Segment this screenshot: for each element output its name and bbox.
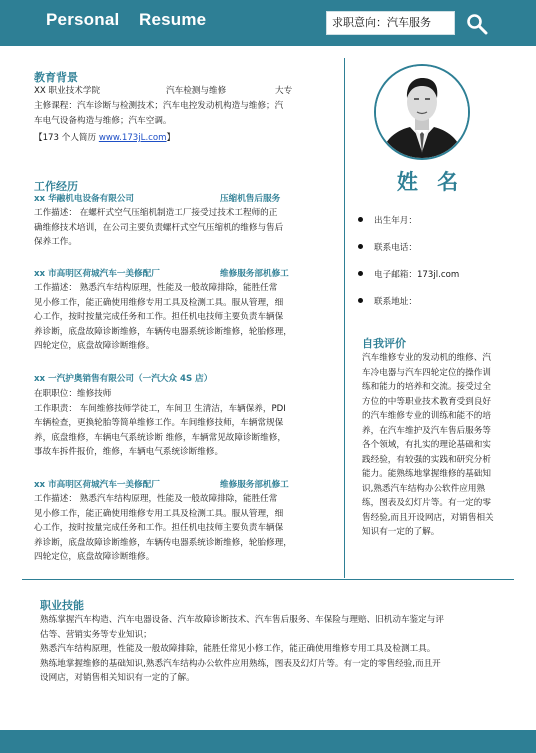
bullet-icon [358,217,363,222]
self-eval-line: 方位的中等职业技术教育受到良好 [362,396,491,407]
job-company: xx 市高明区荷城汽车一美修配厂 [34,480,160,490]
info-address [358,295,417,307]
skills-text [40,613,520,686]
job-line: 养，底盘维修，车辆电气系统诊断 维修，车辆常见故障诊断维修， [34,432,286,443]
job-line: 事故车拆件报价，维修，车辆电气系统诊断维修。 [34,447,224,457]
info-phone [358,241,417,253]
self-eval-line: 养，在汽车维护及汽车售后服务等 [362,425,491,436]
education-courses-line: 车电气设备构造与维修；汽车空调。 [34,115,172,126]
education-courses-line: 主修课程：汽车诊断与检测技术；汽车电控发动机构造与维修；汽 [34,101,284,111]
skills-line: 熟悉汽车结构原理，性能及一般故障排除，能胜任常见小修工作，能正确使用维修专用工具及检测工具。 [40,644,436,654]
avatar [374,64,470,160]
job-company: xx 华融机电设备有限公司 [34,194,135,204]
info-birthdate [358,214,417,226]
education-row [34,84,334,99]
job-line: 在职职位：维修技师 [34,389,112,399]
job-line: 工作描述： 在螺杆式空气压缩机制造工厂接受过技术工程师的正 [34,208,278,218]
bullet-icon [358,298,363,303]
job-header [34,193,280,206]
job-line: 车辆检查，更换轮胎等简单维修工作。车间维修技师，车辆常规保 [34,418,284,428]
job-line: 工作描述： 熟悉汽车结构原理，性能及一般故障排除，能胜任常 [34,283,278,293]
job-description [34,281,340,354]
education-title: 教育背景 [34,71,78,84]
self-eval-title: 自我评价 [362,337,406,350]
job-line: 养诊断，底盘故障诊断维修，车辆传电器系统诊断维修，轮胎修理， [34,537,292,548]
education-major: 汽车检测与维修 [166,86,227,96]
footer-bar [0,730,536,753]
self-eval-text [362,351,520,540]
skills-line: 熟练掌握汽车构造、汽车电器设备、汽车故障诊断技术、汽车售后服务、车保险与理赔、旧机动车鉴定与评 [40,615,444,625]
job-position: 维修服务部机修工 [220,480,289,490]
self-eval-line: 知识有一定的了解。 [362,527,440,537]
job-line: 养诊断，底盘故障诊断维修，车辆传电器系统诊断维修，轮胎修理， [34,326,292,337]
self-eval-line: 售经验,而且开设网店，对销售相关 [362,512,494,523]
job-position: 压缩机售后服务 [220,194,281,204]
self-eval-line: 各个领域，有扎实的理论基础和实 [362,440,491,450]
portrait-photo [376,66,468,158]
self-eval-line: 汽车维修专业的发动机的维修、汽 [362,353,491,363]
brand-personal: Personal [46,10,120,29]
self-eval-line: 践经验，有较强的实践和研究分析 [362,454,491,465]
search-icon[interactable] [466,13,488,35]
brand-resume: Resume [139,10,207,29]
job-description [34,492,340,565]
skills-line: 熟练地掌握维修的基础知识,熟悉汽车结构办公软件应用熟练，图表及幻灯片等。有一定的零售经验,而且开 [40,658,441,669]
profile-name: 姓 名 [396,170,465,194]
self-eval-line: 识,熟悉汽车结构办公软件应用熟 [362,483,486,494]
info-label: 联系地址： [374,297,417,307]
job-line: 工作描述： 熟悉汽车结构原理，性能及一般故障排除，能胜任常 [34,494,278,504]
self-eval-line: 的汽车维修专业的训练和能不的培 [362,411,491,421]
bullet-icon [358,244,363,249]
skills-title: 职业技能 [40,599,84,612]
info-email [358,268,459,280]
source-prefix: 【173 个人简历 [34,133,99,143]
self-eval-line: 车冷电器与汽车四轮定位的操作训 [362,367,491,378]
education-degree: 大专 [275,86,293,96]
header-bar [0,0,536,46]
self-eval-line: 练和能力的培养和交流。接受过全 [362,382,491,392]
job-line: 心工作，按时按量完成任务和工作。担任机电技师主要负责车辆保 [34,523,284,533]
source-link[interactable]: www.173jL.com [98,133,167,143]
job-description [34,206,340,250]
work-title: 工作经历 [34,180,78,193]
job-intention-field[interactable]: 求职意向：汽车服务 [326,11,455,35]
self-eval-line: 能力。能熟练地掌握维修的基础知 [362,469,491,479]
column-divider [344,58,345,578]
info-label: 出生年月： [374,216,417,226]
section-divider [22,579,514,580]
bullet-icon [358,271,363,276]
job-line: 见小修工作，能正确使用维修专用工具及检测工具。服从管理，细 [34,508,284,519]
job-company: xx 一汽护奥销售有限公司（一汽大众 4S 店） [34,374,213,384]
job-line: 四轮定位，底盘故障诊断维修。 [34,341,155,351]
self-eval-line: 练，图表及幻灯片等。有一定的零 [362,498,491,508]
source-note [34,131,175,146]
job-description [34,387,340,460]
job-line: 工作职责： 车间维修技师学徒工，车间卫 生清洁，车辆保养，PDI [34,403,286,414]
job-line: 四轮定位，底盘故障诊断维修。 [34,552,155,562]
job-header [34,268,289,281]
source-suffix: 】 [166,133,176,143]
job-company: xx 市高明区荷城汽车一美修配厂 [34,269,160,279]
info-label: 联系电话： [374,243,417,253]
education-courses [34,99,340,128]
job-line: 保养工作。 [34,237,77,247]
job-position: 维修服务部机修工 [220,269,289,279]
job-line: 心工作，按时按量完成任务和工作。担任机电技师主要负责车辆保 [34,312,284,322]
skills-line: 估等、营销实务等专业知识； [40,629,152,640]
skills-line: 设网店，对销售相关知识有一定的了解。 [40,673,195,683]
info-label: 电子邮箱：173jl.com [374,270,460,280]
education-school: XX 职业技术学院 [34,86,101,96]
job-header [34,373,212,386]
job-line: 确维修技术培训，在公司主要负责螺杆式空气压缩机的维修与售后 [34,222,284,233]
job-header [34,479,289,492]
job-line: 见小修工作，能正确使用维修专用工具及检测工具。服从管理，细 [34,297,284,308]
